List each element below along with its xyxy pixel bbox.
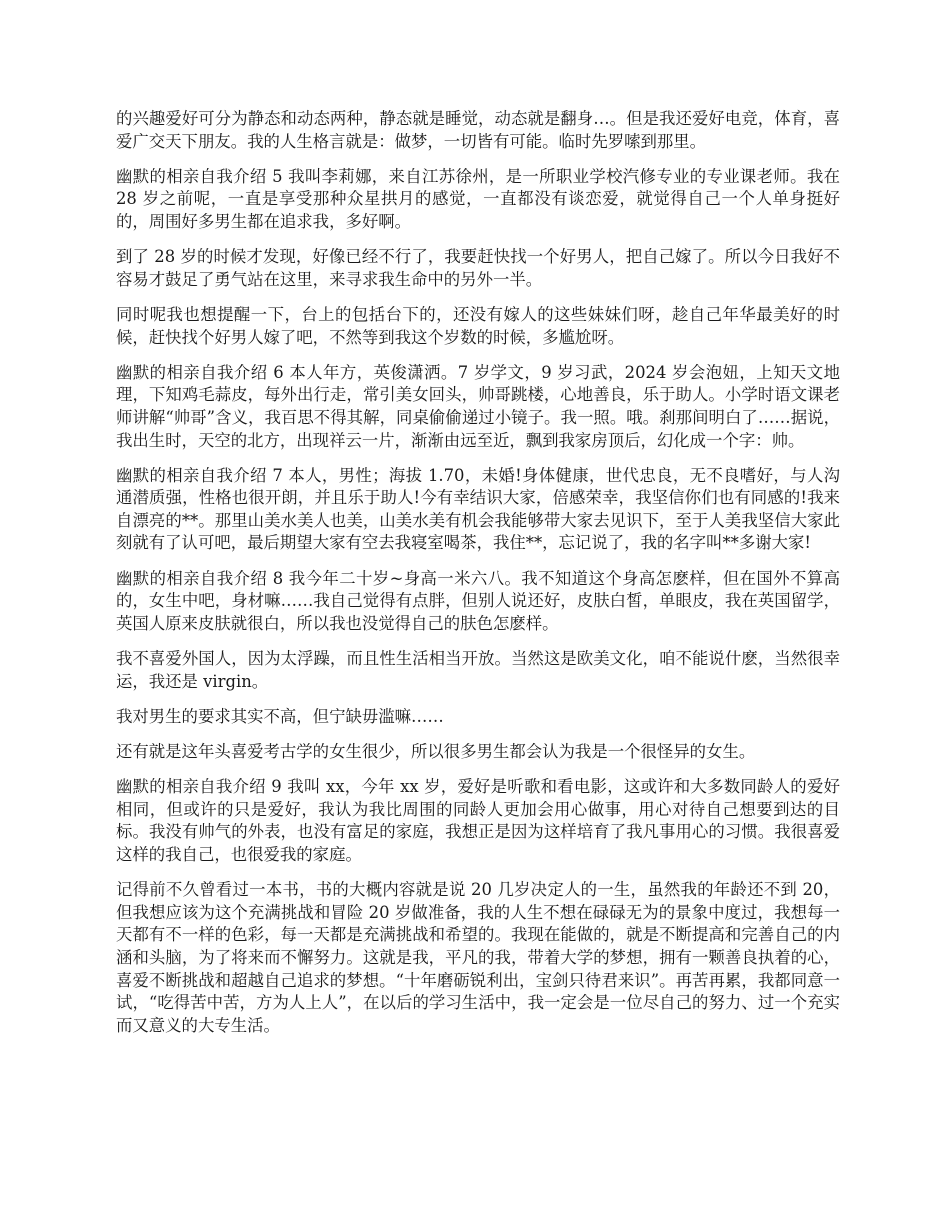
- paragraph-8: 我不喜爱外国人，因为太浮躁，而且性生活相当开放。当然这是欧美文化，咱不能说什麽，当然很幸运，我还是 virgin。: [116, 649, 840, 691]
- paragraph-5: 幽默的相亲自我介绍 6 本人年方，英俊潇洒。7 岁学文，9 岁习武，2024 岁会泡妞，上知天文地理，下知鸡毛蒜皮，每外出行走，常引美女回头，帅哥跳楼，心地善良，乐于助人。小学时语文课老师讲解“帅哥”含义，我百思不得其解，同桌偷偷递过小镜子。我一照。哦。刹那间明白了……据说，我出生时，天空的北方，出现祥云一片，渐渐由远至近，飘到我家房顶后，幻化成一个字：帅。: [116, 362, 840, 450]
- paragraph-10: 还有就是这年头喜爱考古学的女生很少，所以很多男生都会认为我是一个很怪异的女生。: [116, 742, 756, 761]
- paragraph-3: 到了 28 岁的时候才发现，好像已经不行了，我要赶快找一个好男人，把自己嫁了。所以今日我好不容易才鼓足了勇气站在这里，来寻求我生命中的另外一半。: [116, 247, 840, 289]
- paragraph-6: 幽默的相亲自我介绍 7 本人，男性；海拔 1.70，未婚!身体健康，世代忠良，无不良嗜好，与人沟通潜质强，性格也很开朗，并且乐于助人!今有幸结识大家，倍感荣幸，我坚信你们也有同感的!我来自漂亮的**。那里山美水美人也美，山美水美有机会我能够带大家去见识下，至于人美我坚信大家此刻就有了认可吧，最后期望大家有空去我寝室喝茶，我住**，忘记说了，我的名字叫**多谢大家!: [116, 465, 840, 553]
- document-body: [116, 108, 840, 1050]
- paragraph-7: 幽默的相亲自我介绍 8 我今年二十岁~身高一米六八。我不知道这个身高怎麽样，但在国外不算高的，女生中吧，身材嘛……我自己觉得有点胖，但别人说还好，皮肤白皙，单眼皮，我在英国留学，英国人原来皮肤就很白，所以我也没觉得自己的肤色怎麽样。: [116, 568, 840, 633]
- paragraph-12: 记得前不久曾看过一本书，书的大概内容就是说 20 几岁决定人的一生，虽然我的年龄还不到 20，但我想应该为这个充满挑战和冒险 20 岁做准备，我的人生不想在碌碌无为的景象中度过，我想每一天都有不一样的色彩，每一天都是充满挑战和希望的。我现在能做的，就是不断提高和完善自己的内涵和头脑，为了将来而不懈努力。这就是我，平凡的我，带着大学的梦想，拥有一颗善良执着的心，喜爱不断挑战和超越自己追求的梦想。“十年磨砺锐利出，宝剑只待君来识”。再苦再累，我都同意一试，“吃得苦中苦，方为人上人”，在以后的学习生活中，我一定会是一位尽自己的努力、过一个充实而又意义的大专生活。: [116, 880, 840, 1035]
- paragraph-1: 的兴趣爱好可分为静态和动态两种，静态就是睡觉，动态就是翻身…。但是我还爱好电竞，体育，喜爱广交天下朋友。我的人生格言就是：做梦，一切皆有可能。临时先罗嗦到那里。: [116, 109, 840, 151]
- paragraph-11: 幽默的相亲自我介绍 9 我叫 xx，今年 xx 岁，爱好是听歌和看电影，这或许和大多数同龄人的爱好相同，但或许的只是爱好，我认为我比周围的同龄人更加会用心做事，用心对待自己想要到达的目标。我没有帅气的外表，也没有富足的家庭，我想正是因为这样培育了我凡事用心的习惯。我很喜爱这样的我自己，也很爱我的家庭。: [116, 777, 840, 864]
- paragraph-2: 幽默的相亲自我介绍 5 我叫李莉娜，来自江苏徐州，是一所职业学校汽修专业的专业课老师。我在 28 岁之前呢，一直是享受那种众星拱月的感觉，一直都没有谈恋爱，就觉得自己一个人单身挺好的，周围好多男生都在追求我，多好啊。: [116, 166, 840, 231]
- paragraph-9: 我对男生的要求其实不高，但宁缺毋滥嘛……: [116, 706, 444, 726]
- paragraph-4: 同时呢我也想提醒一下，台上的包括台下的，还没有嫁人的这些妹妹们呀，趁自己年华最美好的时候，赶快找个好男人嫁了吧，不然等到我这个岁数的时候，多尴尬呀。: [116, 304, 840, 347]
